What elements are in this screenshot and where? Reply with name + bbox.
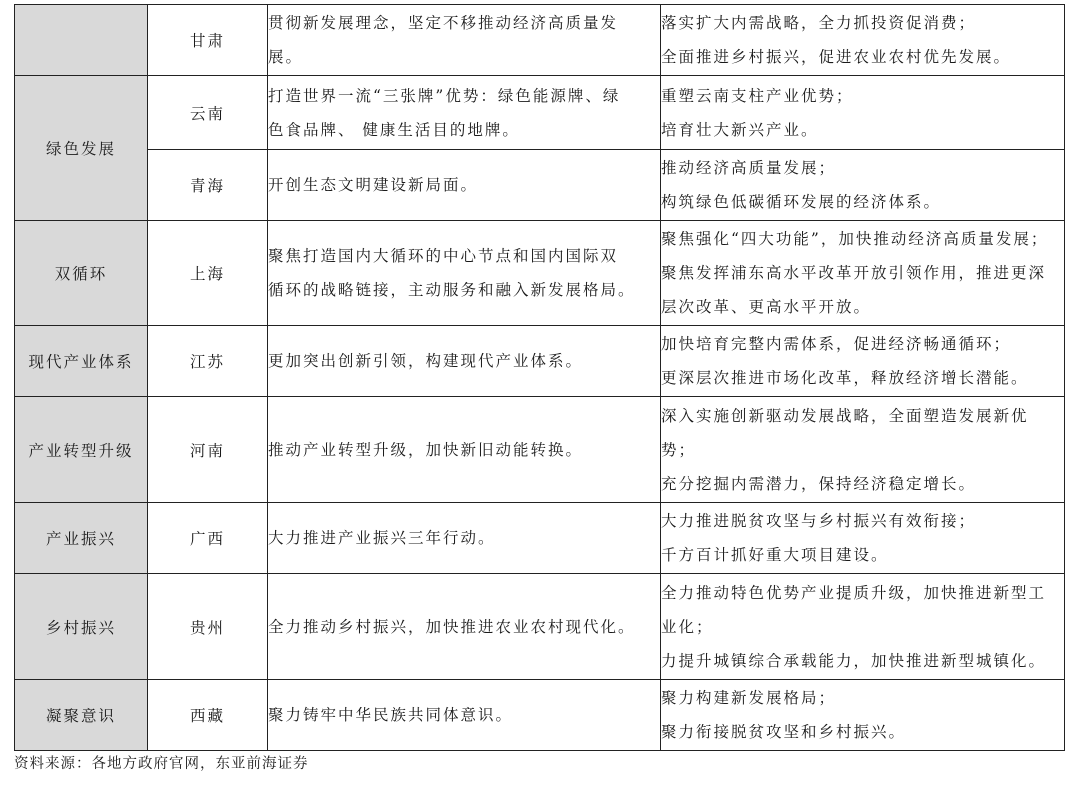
measures-cell: 加快培育完整内需体系，促进经济畅通循环； 更深层次推进市场化改革，释放经济增长潜能。 [661,326,1065,397]
theme-cell: 大力推进产业振兴三年行动。 [268,503,661,574]
measures-cell: 聚力构建新发展格局； 聚力衔接脱贫攻坚和乡村振兴。 [661,680,1065,751]
province-cell: 青海 [148,150,268,221]
source-note: 资料来源：各地方政府官网，东亚前海证券 [14,756,309,772]
category-cell: 绿色发展 [15,76,148,221]
theme-cell: 全力推动乡村振兴，加快推进农业农村现代化。 [268,574,661,680]
theme-cell: 贯彻新发展理念，坚定不移推动经济高质量发 展。 [268,5,661,76]
province-cell: 上海 [148,221,268,326]
theme-cell: 推动产业转型升级，加快新旧动能转换。 [268,397,661,503]
measures-cell: 重塑云南支柱产业优势； 培育壮大新兴产业。 [661,76,1065,150]
table-row [15,76,1065,150]
measures-cell: 推动经济高质量发展； 构筑绿色低碳循环发展的经济体系。 [661,150,1065,221]
measures-cell: 深入实施创新驱动发展战略，全面塑造发展新优 势； 充分挖掘内需潜力，保持经济稳定增长。 [661,397,1065,503]
province-cell: 广西 [148,503,268,574]
measures-cell: 大力推进脱贫攻坚与乡村振兴有效衔接； 千方百计抓好重大项目建设。 [661,503,1065,574]
province-cell: 甘肃 [148,5,268,76]
category-cell: 双循环 [15,221,148,326]
measures-cell: 全力推动特色优势产业提质升级，加快推进新型工 业化； 力提升城镇综合承载能力，加快推进新型城镇化。 [661,574,1065,680]
table-row [15,574,1065,680]
table-row [15,326,1065,397]
province-cell: 贵州 [148,574,268,680]
measures-cell: 落实扩大内需战略，全力抓投资促消费； 全面推进乡村振兴，促进农业农村优先发展。 [661,5,1065,76]
theme-cell: 更加突出创新引领，构建现代产业体系。 [268,326,661,397]
table-row [15,5,1065,76]
table-row [15,221,1065,326]
policy-table [14,4,1065,751]
category-cell [15,5,148,76]
category-cell: 凝聚意识 [15,680,148,751]
theme-cell: 聚焦打造国内大循环的中心节点和国内国际双 循环的战略链接，主动服务和融入新发展格局。 [268,221,661,326]
province-cell: 河南 [148,397,268,503]
province-cell: 江苏 [148,326,268,397]
table-row [15,397,1065,503]
category-cell: 产业振兴 [15,503,148,574]
table-row [15,150,1065,221]
province-cell: 西藏 [148,680,268,751]
table-row [15,503,1065,574]
theme-cell: 开创生态文明建设新局面。 [268,150,661,221]
measures-cell: 聚焦强化“四大功能”，加快推动经济高质量发展； 聚焦发挥浦东高水平改革开放引领作用，推进更深 层次改革、更高水平开放。 [661,221,1065,326]
category-cell: 产业转型升级 [15,397,148,503]
category-cell: 乡村振兴 [15,574,148,680]
table-row [15,680,1065,751]
theme-cell: 打造世界一流“三张牌”优势：绿色能源牌、绿 色食品牌、 健康生活目的地牌。 [268,76,661,150]
theme-cell: 聚力铸牢中华民族共同体意识。 [268,680,661,751]
category-cell: 现代产业体系 [15,326,148,397]
province-cell: 云南 [148,76,268,150]
